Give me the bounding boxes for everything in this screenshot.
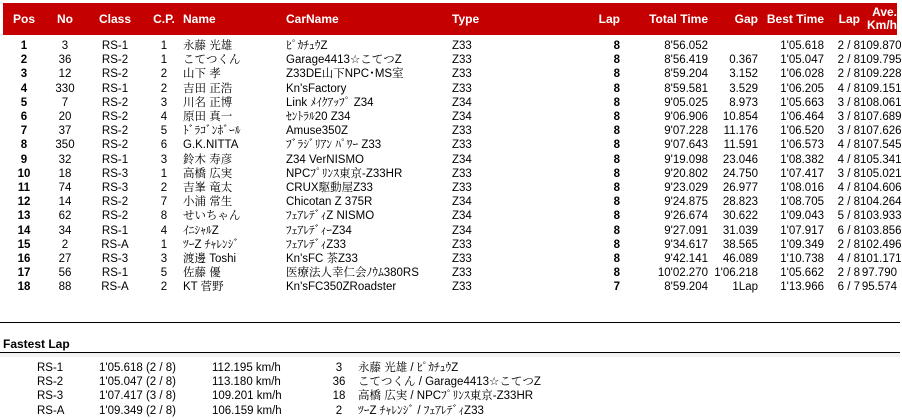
total-time-cell: 9'05.025 (664, 96, 708, 109)
carname-cell: Kn'sFC350ZRoadster (286, 281, 397, 294)
cp-cell: 5 (160, 125, 168, 138)
carname-cell: NPCﾌﾟﾘﾝｽ東京-Z33HR (286, 167, 403, 180)
total-time-cell: 9'23.029 (664, 181, 708, 194)
fastest-speed-cell: 109.201 km/h (212, 390, 282, 403)
gap-cell: 30.622 (722, 210, 758, 223)
fastest-lap-time-cell: 1'05.618 (2 / 8) (99, 362, 176, 375)
best-lap-cell: 3 / 8 (837, 111, 860, 124)
name-cell: せいちゃん (183, 210, 241, 223)
total-time-cell: 8'59.204 (664, 68, 708, 81)
class-cell: RS-A (101, 238, 129, 251)
best-lap-cell: 2 / 8 (837, 40, 860, 53)
name-cell: G.K.NITTA (183, 139, 239, 152)
name-cell: 佐藤 優 (183, 267, 221, 280)
type-cell: Z33 (452, 181, 472, 194)
pos-cell: 18 (17, 281, 31, 294)
name-cell: 原田 真一 (183, 111, 233, 124)
no-cell: 32 (58, 153, 72, 166)
cp-cell: 8 (160, 210, 168, 223)
gap-cell (708, 35, 758, 53)
ave-speed-cell: 109.795 (860, 54, 902, 67)
gap-cell: 28.823 (722, 196, 758, 209)
lap-cell: 8 (613, 111, 620, 124)
best-time-cell: 1'07.417 (780, 167, 824, 180)
pos-cell: 16 (17, 252, 31, 265)
lap-cell: 7 (613, 281, 620, 294)
carname-cell: ﾌｪｱﾚﾃﾞｨZ33 (286, 238, 347, 251)
carname-cell: ﾌﾞﾗｼﾞﾘｱﾝ ﾊﾟﾜｰ Z33 (286, 139, 382, 152)
fastest-driver-car-cell: 高橋 広実 / NPCﾌﾟﾘﾝｽ東京-Z33HR (358, 390, 534, 403)
gap-cell: 11.591 (723, 139, 758, 152)
best-time-cell: 1'06.573 (780, 139, 824, 152)
cp-cell: 4 (160, 224, 168, 237)
carname-cell: ﾋﾟｶﾁｭｳZ (286, 40, 328, 53)
results-body (3, 35, 902, 294)
table-row (3, 153, 897, 167)
fastest-class-cell: RS-3 (37, 390, 64, 403)
ave-speed-cell: 109.870 (860, 40, 902, 53)
table-row (3, 35, 897, 53)
type-cell: Z34 (452, 96, 472, 109)
type-cell: Z34 (452, 210, 472, 223)
carname-cell: Kn'sFC 茶Z33 (286, 252, 358, 265)
lap-cell: 8 (613, 181, 620, 194)
fastest-lap-time-cell: 1'09.349 (2 / 8) (99, 404, 176, 417)
results-header-row (3, 3, 897, 35)
best-time-cell: 1'10.738 (780, 252, 824, 265)
class-cell: RS-1 (101, 224, 129, 237)
fastest-lap-body (3, 361, 658, 418)
name-cell: 川名 正博 (183, 96, 233, 109)
header-lap: Lap (578, 3, 620, 35)
pos-cell: 1 (20, 40, 28, 53)
gap-cell: 26.977 (722, 181, 758, 194)
no-cell: 350 (55, 139, 75, 152)
ave-speed-cell: 103.933 (860, 210, 902, 223)
best-time-cell: 1'06.464 (780, 111, 824, 124)
class-cell: RS-1 (101, 40, 129, 53)
cp-cell: 7 (160, 196, 168, 209)
fastest-lap-title: Fastest Lap (3, 337, 70, 351)
lap-cell: 8 (613, 82, 620, 95)
cp-cell: 2 (160, 181, 168, 194)
best-time-cell: 1'09.043 (780, 210, 824, 223)
section-divider (0, 322, 900, 323)
ave-speed-cell: 101.171 (860, 252, 902, 265)
table-row (3, 138, 897, 152)
table-row (3, 82, 897, 96)
fastest-lap-time-cell: 1'07.417 (3 / 8) (99, 390, 176, 403)
best-time-cell: 1'06.520 (780, 125, 824, 138)
pos-cell: 9 (20, 153, 28, 166)
best-lap-cell: 4 / 8 (837, 82, 860, 95)
no-cell: 12 (58, 68, 72, 81)
best-time-cell: 1'08.016 (780, 181, 824, 194)
best-lap-cell: 2 / 8 (837, 267, 860, 280)
best-lap-cell: 2 / 8 (837, 196, 860, 209)
best-lap-cell: 3 / 8 (837, 125, 860, 138)
fastest-car-no-cell: 36 (332, 376, 346, 389)
cp-cell: 1 (160, 238, 168, 251)
header-best-lap: Lap (824, 3, 860, 35)
total-time-cell: 9'26.674 (664, 210, 708, 223)
total-time-cell: 9'24.875 (664, 196, 708, 209)
fastest-car-no-cell: 3 (335, 362, 343, 375)
best-lap-cell: 4 / 8 (837, 181, 860, 194)
gap-cell: 31.039 (722, 224, 758, 237)
carname-cell: Link ﾒｲｸｱｯﾌﾟ Z34 (286, 96, 374, 109)
no-cell: 36 (58, 54, 72, 67)
name-cell: 鈴木 寿彦 (183, 153, 233, 166)
best-time-cell: 1'05.662 (780, 267, 824, 280)
fastest-lap-row (3, 404, 658, 418)
ave-speed-cell: 97.790 (861, 267, 897, 280)
best-lap-cell: 3 / 8 (837, 96, 860, 109)
gap-cell: 3.152 (729, 68, 758, 81)
fastest-speed-cell: 112.195 km/h (212, 362, 281, 375)
gap-cell: 23.046 (722, 153, 758, 166)
best-lap-cell: 2 / 8 (837, 54, 860, 67)
lap-cell: 8 (613, 252, 620, 265)
total-time-cell: 9'27.091 (664, 224, 708, 237)
lap-cell: 8 (613, 54, 620, 67)
no-cell: 18 (58, 167, 72, 180)
header-class: Class (85, 3, 145, 35)
header-total-time: Total Time (620, 3, 708, 35)
table-row (3, 96, 897, 110)
cp-cell: 3 (160, 153, 168, 166)
header-carname: CarName (286, 3, 452, 35)
total-time-cell: 8'59.581 (664, 82, 708, 95)
type-cell: Z33 (452, 167, 472, 180)
cp-cell: 1 (160, 54, 168, 67)
class-cell: RS-2 (101, 96, 129, 109)
fastest-car-no-cell: 2 (335, 404, 343, 417)
name-cell: 吉峯 竜太 (183, 181, 233, 194)
total-time-cell: 8'56.419 (664, 54, 708, 67)
table-row (3, 124, 897, 138)
name-cell: KT 菅野 (183, 281, 224, 294)
header-ave-speed (860, 3, 897, 35)
class-cell: RS-1 (101, 82, 129, 95)
no-cell: 14 (58, 196, 72, 209)
total-time-cell: 9'20.802 (664, 167, 708, 180)
total-time-cell: 9'06.906 (664, 111, 708, 124)
no-cell: 20 (58, 111, 72, 124)
name-cell: 山下 孝 (183, 68, 221, 81)
header-cp: C.P. (145, 3, 183, 35)
name-cell: こてつくん (183, 54, 241, 67)
type-cell: Z34 (452, 224, 472, 237)
type-cell: Z33 (452, 54, 472, 67)
gap-cell: 24.750 (722, 167, 758, 180)
fastest-lap-row (3, 361, 658, 375)
best-time-cell: 1'08.382 (780, 153, 824, 166)
pos-cell: 15 (17, 238, 31, 251)
best-time-cell: 1'05.663 (780, 96, 824, 109)
best-lap-cell: 3 / 8 (837, 167, 860, 180)
fastest-lap-bar (0, 352, 900, 357)
table-row (3, 266, 897, 280)
cp-cell: 3 (160, 96, 168, 109)
total-time-cell: 9'34.617 (664, 238, 708, 251)
type-cell: Z34 (452, 153, 472, 166)
table-row (3, 181, 897, 195)
type-cell: Z33 (452, 125, 472, 138)
results-table (3, 3, 902, 294)
carname-cell: ﾌｪｱﾚﾃﾞｨZ NISMO (286, 210, 375, 223)
lap-cell: 8 (613, 196, 620, 209)
gap-cell: 0.367 (729, 54, 758, 67)
type-cell: Z33 (452, 281, 472, 294)
class-cell: RS-3 (101, 252, 129, 265)
header-pos: Pos (3, 3, 45, 35)
lap-cell: 8 (613, 267, 620, 280)
lap-cell: 8 (613, 224, 620, 237)
header-ave-line2: Km/h (867, 18, 897, 32)
ave-speed-cell: 107.545 (860, 139, 902, 152)
table-row (3, 223, 897, 237)
fastest-speed-cell: 113.180 km/h (212, 376, 281, 389)
carname-cell: Amuse350Z (286, 125, 349, 138)
fastest-driver-car-cell: 永藤 光雄 / ﾋﾟｶﾁｭｳZ (358, 362, 459, 375)
name-cell: ﾄﾞﾗｺﾞﾝﾎﾞｰﾙ (183, 125, 241, 138)
type-cell: Z33 (452, 40, 472, 53)
gap-cell: 11.176 (723, 125, 758, 138)
carname-cell: Garage4413☆こてつZ (286, 54, 402, 67)
no-cell: 88 (58, 281, 72, 294)
total-time-cell: 8'56.052 (664, 40, 708, 53)
pos-cell: 11 (17, 181, 31, 194)
carname-cell: 医療法人幸仁会ﾉｳﾑ380RS (286, 267, 419, 280)
ave-speed-cell: 107.626 (860, 125, 902, 138)
best-time-cell: 1'05.618 (780, 40, 824, 53)
lap-cell: 8 (613, 139, 620, 152)
lap-cell: 8 (613, 238, 620, 251)
carname-cell: Z34 VerNISMO (286, 153, 364, 166)
pos-cell: 10 (17, 167, 31, 180)
no-cell: 34 (58, 224, 72, 237)
ave-speed-cell: 104.264 (860, 196, 902, 209)
lap-cell: 8 (613, 68, 620, 81)
class-cell: RS-2 (101, 139, 129, 152)
fastest-lap-time-cell: 1'05.047 (2 / 8) (99, 376, 176, 389)
table-row (3, 110, 897, 124)
type-cell: Z34 (452, 196, 472, 209)
cp-cell: 4 (160, 111, 168, 124)
fastest-class-cell: RS-2 (37, 376, 64, 389)
ave-speed-cell: 95.574 (861, 281, 897, 294)
best-time-cell: 1'06.205 (780, 82, 824, 95)
cp-cell: 5 (160, 267, 168, 280)
best-lap-cell: 4 / 8 (837, 153, 860, 166)
gap-cell: 1Lap (732, 281, 758, 294)
pos-cell: 4 (20, 82, 28, 95)
header-gap: Gap (708, 3, 758, 35)
no-cell: 62 (58, 210, 72, 223)
cp-cell: 1 (160, 167, 168, 180)
lap-cell: 8 (613, 210, 620, 223)
best-lap-cell: 4 / 8 (837, 139, 860, 152)
name-cell: ﾂｰZ ﾁｬﾚﾝｼﾞ (183, 238, 240, 251)
ave-speed-cell: 107.689 (860, 111, 902, 124)
name-cell: 高橋 広実 (183, 167, 233, 180)
gap-cell: 46.089 (722, 252, 758, 265)
pos-cell: 2 (20, 54, 28, 67)
gap-cell: 3.529 (729, 82, 758, 95)
best-time-cell: 1'09.349 (780, 238, 824, 251)
no-cell: 27 (58, 252, 72, 265)
table-row (3, 67, 897, 81)
no-cell: 3 (61, 40, 69, 53)
best-time-cell: 1'07.917 (780, 224, 824, 237)
class-cell: RS-3 (101, 181, 129, 194)
best-lap-cell: 2 / 8 (837, 238, 860, 251)
total-time-cell: 10'02.270 (657, 267, 708, 280)
total-time-cell: 8'59.204 (664, 281, 708, 294)
ave-speed-cell: 105.341 (860, 153, 902, 166)
class-cell: RS-2 (101, 68, 129, 81)
type-cell: Z33 (452, 68, 472, 81)
carname-cell: Z33DE山下NPC･MS室 (286, 68, 404, 81)
lap-cell: 8 (613, 167, 620, 180)
carname-cell: ﾌｪｱﾚﾃﾞｨｰZ34 (286, 224, 352, 237)
type-cell: Z33 (452, 139, 472, 152)
best-time-cell: 1'13.966 (780, 281, 824, 294)
lap-cell: 8 (613, 40, 620, 53)
fastest-lap-row (3, 375, 658, 389)
name-cell: ｲﾆｼｬﾙZ (183, 224, 219, 237)
table-row (3, 280, 897, 294)
ave-speed-cell: 102.496 (860, 238, 902, 251)
pos-cell: 8 (20, 139, 28, 152)
type-cell: Z33 (452, 267, 472, 280)
header-name: Name (183, 3, 286, 35)
table-row (3, 238, 897, 252)
no-cell: 7 (61, 96, 69, 109)
no-cell: 74 (58, 181, 72, 194)
class-cell: RS-2 (101, 196, 129, 209)
carname-cell: ｾﾝﾄﾗﾙ20 Z34 (286, 111, 351, 124)
total-time-cell: 9'07.643 (664, 139, 708, 152)
fastest-class-cell: RS-1 (37, 362, 64, 375)
cp-cell: 1 (160, 40, 168, 53)
pos-cell: 6 (20, 111, 28, 124)
ave-speed-cell: 104.606 (860, 181, 902, 194)
pos-cell: 7 (20, 125, 28, 138)
fastest-speed-cell: 106.159 km/h (212, 404, 282, 417)
class-cell: RS-A (101, 281, 129, 294)
ave-speed-cell: 108.061 (860, 96, 902, 109)
best-lap-cell: 5 / 8 (837, 210, 860, 223)
no-cell: 2 (61, 238, 69, 251)
cp-cell: 2 (160, 281, 168, 294)
gap-cell: 1'06.218 (714, 267, 758, 280)
total-time-cell: 9'07.228 (664, 125, 708, 138)
gap-cell: 10.854 (722, 111, 758, 124)
name-cell: 渡邊 Toshi (183, 252, 237, 265)
header-no: No (45, 3, 85, 35)
no-cell: 330 (55, 82, 75, 95)
class-cell: RS-2 (101, 111, 129, 124)
best-lap-cell: 6 / 7 (837, 281, 860, 294)
lap-cell: 8 (613, 125, 620, 138)
fastest-lap-table (3, 361, 658, 418)
carname-cell: Kn'sFactory (286, 82, 347, 95)
fastest-class-cell: RS-A (37, 404, 65, 417)
class-cell: RS-1 (101, 267, 129, 280)
ave-speed-cell: 103.856 (860, 224, 902, 237)
best-lap-cell: 4 / 8 (837, 252, 860, 265)
lap-cell: 8 (613, 96, 620, 109)
pos-cell: 13 (17, 210, 31, 223)
class-cell: RS-2 (101, 54, 129, 67)
table-row (3, 252, 897, 266)
best-lap-cell: 2 / 8 (837, 68, 860, 81)
best-lap-cell: 6 / 8 (837, 224, 860, 237)
pos-cell: 12 (17, 196, 31, 209)
no-cell: 37 (58, 125, 72, 138)
cp-cell: 6 (160, 139, 168, 152)
best-time-cell: 1'08.705 (780, 196, 824, 209)
ave-speed-cell: 109.228 (860, 68, 902, 81)
class-cell: RS-2 (101, 210, 129, 223)
best-time-cell: 1'06.028 (780, 68, 824, 81)
carname-cell: Chicotan Z 375R (286, 196, 373, 209)
cp-cell: 2 (160, 68, 168, 81)
pos-cell: 17 (17, 267, 31, 280)
class-cell: RS-1 (101, 153, 129, 166)
name-cell: 永藤 光雄 (183, 40, 233, 53)
header-type: Type (452, 3, 578, 35)
total-time-cell: 9'42.141 (664, 252, 708, 265)
lap-cell: 8 (613, 153, 620, 166)
class-cell: RS-2 (101, 125, 129, 138)
fastest-driver-car-cell: こてつくん / Garage4413☆こてつZ (358, 376, 541, 389)
table-row (3, 53, 897, 67)
gap-cell: 38.565 (722, 238, 758, 251)
total-time-cell: 9'19.098 (664, 153, 708, 166)
type-cell: Z33 (452, 82, 472, 95)
pos-cell: 14 (17, 224, 31, 237)
type-cell: Z34 (452, 111, 472, 124)
table-row (3, 195, 897, 209)
fastest-car-no-cell: 18 (332, 390, 346, 403)
fastest-lap-row (3, 389, 658, 403)
fastest-driver-car-cell: ﾂｰZ ﾁｬﾚﾝｼﾞ / ﾌｪｱﾚﾃﾞｨZ33 (358, 404, 484, 417)
table-row (3, 209, 897, 223)
cp-cell: 2 (160, 82, 168, 95)
no-cell: 56 (58, 267, 72, 280)
ave-speed-cell: 105.021 (860, 167, 902, 180)
best-time-cell: 1'05.047 (780, 54, 824, 67)
pos-cell: 3 (20, 68, 28, 81)
name-cell: 吉田 正浩 (183, 82, 233, 95)
table-row (3, 167, 897, 181)
pos-cell: 5 (20, 96, 28, 109)
class-cell: RS-3 (101, 167, 129, 180)
type-cell: Z33 (452, 238, 472, 251)
ave-speed-cell: 109.151 (860, 82, 902, 95)
header-best-time: Best Time (758, 3, 824, 35)
type-cell: Z33 (452, 252, 472, 265)
cp-cell: 3 (160, 252, 168, 265)
name-cell: 小浦 常生 (183, 196, 233, 209)
carname-cell: CRUX駆動屋Z33 (286, 181, 373, 194)
header-ave-line1: Ave. (872, 5, 897, 19)
gap-cell: 8.973 (729, 96, 758, 109)
